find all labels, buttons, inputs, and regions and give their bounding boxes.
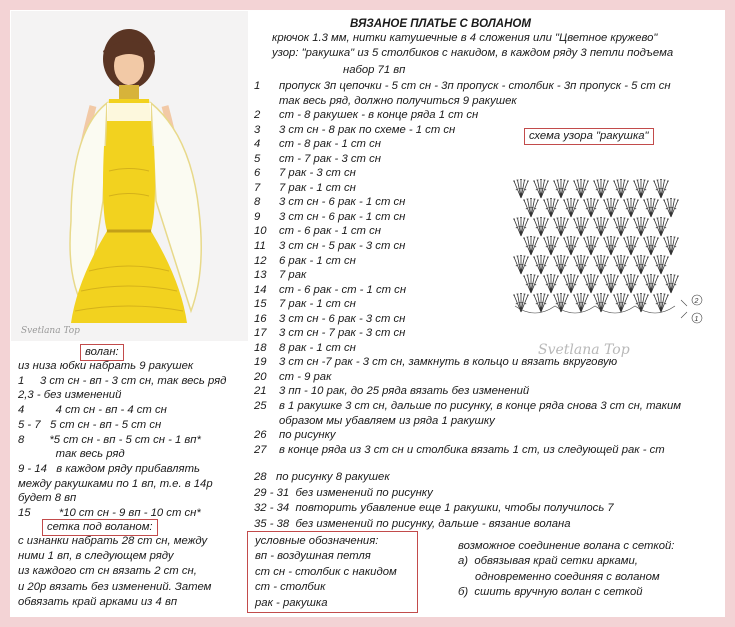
row-text: ст - 9 рак	[279, 370, 332, 383]
join-heading: возможное соединение волана с сеткой:	[458, 540, 675, 552]
setka-line: ними 1 вп, в следующем ряду	[18, 550, 174, 563]
shell-stitch-symbol	[633, 294, 649, 313]
volan-line: 15 *10 ст сн - 9 вп - 10 ст сн*	[18, 507, 201, 520]
volan-line: 4 4 ст сн - вп - 4 ст сн	[18, 404, 167, 417]
row-text: 6 рак - 1 ст сн	[279, 254, 356, 267]
row-number: 19	[254, 356, 267, 369]
row-line: 28 по рисунку 8 ракушек	[254, 471, 390, 483]
row-text: 3 ст сн - 5 рак - 3 ст сн	[279, 240, 406, 253]
shell-stitch-symbol	[613, 294, 629, 313]
row-text: 7 рак	[279, 269, 307, 282]
shell-stitch-symbol	[583, 199, 599, 218]
row-number	[254, 94, 276, 109]
row-number: 21	[254, 385, 267, 398]
row-number: 13	[254, 269, 267, 282]
join-options	[458, 539, 674, 600]
volan-line: 5 - 7 5 ст сн - вп - 5 ст сн	[18, 418, 162, 431]
shell-stitch-symbol	[603, 199, 619, 218]
setka-line: из каждого ст сн вязать 2 ст сн,	[18, 565, 197, 578]
shell-stitch-symbol	[663, 199, 679, 218]
setka-instructions	[18, 534, 211, 610]
row-number: 2	[254, 109, 261, 122]
join-item: одновременно соединяя с воланом	[475, 570, 660, 583]
scheme-label: схема узора "ракушка"	[524, 128, 654, 145]
row-text: 3 ст сн - 6 рак - 1 ст сн	[279, 196, 406, 209]
shell-stitch-symbol	[603, 237, 619, 256]
volan-line: 8 *5 ст сн - вп - 5 ст сн - 1 вп*	[18, 433, 201, 446]
shell-stitch-symbol	[553, 294, 569, 313]
row-text: 3 ст сн - 8 рак по схеме - 1 ст сн	[279, 123, 456, 136]
row-text: 3 ст сн - 6 рак - 3 ст сн	[279, 312, 406, 325]
volan-line: между ракушками по 1 вп, т.е. в 14р	[18, 477, 213, 490]
join-item: б) сшить вручную волан с сеткой	[458, 585, 643, 598]
row-text: 7 рак - 1 ст сн	[279, 298, 356, 311]
row-text: ст - 6 рак - ст - 1 ст сн	[279, 283, 407, 296]
row-number: 14	[254, 283, 267, 296]
shell-stitch-symbol	[523, 275, 539, 294]
shell-stitch-symbol	[623, 199, 639, 218]
row-number: 20	[254, 370, 267, 383]
shell-stitch-symbol	[593, 256, 609, 275]
shell-stitch-symbol	[513, 256, 529, 275]
volan-line: из низа юбки набрать 9 ракушек	[18, 360, 194, 372]
shell-stitch-symbol	[513, 294, 529, 313]
row-text: ст - 6 рак - 1 ст сн	[279, 225, 381, 238]
setka-line: и 20р вязать без изменений. Затем	[18, 580, 212, 593]
row-number: 6	[254, 167, 261, 180]
shell-stitch-symbol	[663, 237, 679, 256]
shell-stitch-symbol	[543, 237, 559, 256]
volan-heading: волан:	[80, 344, 124, 361]
row-line: 32 - 34 повторить убавление еще 1 ракушки, чтобы получилось 7	[254, 502, 614, 515]
row-text: ст - 8 ракушек - в конце ряда 1 ст сн	[279, 109, 479, 122]
shell-stitch-symbol	[563, 199, 579, 218]
legend-item: рак - ракушка	[255, 596, 328, 609]
row-text: ст - 7 рак - 3 ст сн	[279, 152, 381, 165]
shell-stitch-symbol	[653, 256, 669, 275]
shell-stitch-symbol	[593, 218, 609, 237]
setka-line: с изнанки набрать 28 ст сн, между	[18, 535, 208, 547]
row-instructions-lower	[254, 470, 614, 533]
shell-stitch-symbol	[523, 199, 539, 218]
legend-item: вп - воздушная петля	[255, 550, 371, 563]
shell-stitch-symbol	[533, 180, 549, 199]
legend-item: ст - столбик	[255, 581, 326, 594]
shell-stitch-symbol	[633, 180, 649, 199]
row-text: пропуск 3п цепочки - 5 ст сн - 3п пропуск - столбик - 3п пропуск - 5 ст сн	[279, 80, 671, 92]
row-number: 15	[254, 298, 267, 311]
shell-stitch-symbol	[553, 256, 569, 275]
shell-stitch-symbol	[623, 237, 639, 256]
shell-stitch-symbol	[573, 218, 589, 237]
volan-line: 1 3 ст сн - вп - 3 ст сн, так весь ряд	[18, 374, 227, 387]
shell-stitch-symbol	[643, 237, 659, 256]
shell-stitch-symbol	[553, 218, 569, 237]
row-number: 8	[254, 196, 261, 209]
shell-stitch-symbol	[633, 256, 649, 275]
shell-stitch-symbol	[533, 218, 549, 237]
row-number: 18	[254, 341, 267, 354]
row-number: 17	[254, 327, 267, 340]
row-number: 5	[254, 152, 261, 165]
shell-stitch-symbol	[613, 218, 629, 237]
doll-dress-photo	[11, 11, 248, 341]
row-number: 1	[254, 80, 261, 92]
row-number: 7	[254, 181, 261, 194]
shell-stitch-symbol	[643, 275, 659, 294]
shell-stitch-symbol	[573, 256, 589, 275]
intro-line-chain: набор 71 вп	[343, 64, 406, 76]
diagram-row-marker: 1	[694, 316, 699, 323]
intro-line-pattern: узор: "ракушка" из 5 столбиков с накидом, в каждом ряду 3 петли подъема	[272, 47, 674, 59]
row-text: ст - 8 рак - 1 ст сн	[279, 138, 381, 151]
row-line: 29 - 31 без изменений по рисунку	[254, 486, 433, 499]
shell-stitch-symbol	[563, 237, 579, 256]
row-text: в конце ряда из 3 ст сн и столбика вязать 1 ст, из следующей рак - ст	[279, 443, 665, 456]
shell-stitch-symbol	[613, 256, 629, 275]
shell-stitch-symbol	[613, 180, 629, 199]
row-number: 4	[254, 138, 261, 151]
shell-stitch-symbol	[583, 275, 599, 294]
shell-stitch-symbol	[603, 275, 619, 294]
row-text: 3 ст сн - 6 рак - 1 ст сн	[279, 210, 406, 223]
shell-stitch-symbol	[543, 275, 559, 294]
volan-line: так весь ряд	[18, 448, 125, 461]
shell-stitch-symbol	[533, 294, 549, 313]
volan-line: 9 - 14 в каждом ряду прибавлять	[18, 462, 200, 475]
legend-heading: условные обозначения:	[255, 535, 379, 547]
shell-stitch-symbol	[623, 275, 639, 294]
row-number: 26	[254, 429, 267, 442]
shell-stitch-symbol	[513, 218, 529, 237]
row-text: 7 рак - 3 ст сн	[279, 167, 356, 180]
row-text: в 1 ракушке 3 ст сн, дальше по рисунку, в конце ряда снова 3 ст сн, таким	[279, 400, 682, 413]
row-text: образом мы убавляем из ряда 1 ракушку	[279, 414, 495, 427]
shell-stitch-symbol	[553, 180, 569, 199]
diagram-row-marker: 2	[694, 298, 699, 305]
volan-line: 2,3 - без изменений	[18, 389, 122, 402]
join-item: а) обвязывая край сетки арками,	[458, 555, 638, 568]
legend-item: ст сн - столбик с накидом	[255, 565, 397, 578]
legend	[255, 534, 397, 611]
row-numbers	[254, 79, 276, 457]
row-number: 27	[254, 443, 267, 456]
row-text: так весь ряд, должно получиться 9 ракушек	[279, 94, 517, 107]
shell-stitch-symbol	[583, 237, 599, 256]
row-number	[254, 414, 276, 429]
row-text: по рисунку	[279, 429, 336, 442]
shell-stitch-symbol	[593, 180, 609, 199]
shell-stitch-symbol	[573, 294, 589, 313]
row-text: 3 пп - 10 рак, до 25 ряда вязать без изменений	[279, 385, 530, 398]
shell-stitch-diagram	[511, 158, 716, 324]
shell-stitch-symbol	[543, 199, 559, 218]
shell-stitch-symbol	[653, 294, 669, 313]
row-number: 11	[254, 240, 266, 253]
shell-stitch-symbol	[663, 275, 679, 294]
shell-stitch-symbol	[563, 275, 579, 294]
row-text: 3 ст сн - 7 рак - 3 ст сн	[279, 327, 406, 340]
diagram-watermark: Svetlana Top	[538, 342, 630, 358]
shell-stitch-symbol	[643, 199, 659, 218]
row-number: 25	[254, 400, 267, 413]
shell-stitch-symbol	[653, 218, 669, 237]
row-number: 3	[254, 123, 261, 136]
photo-watermark: Svetlana Top	[21, 326, 80, 336]
page-title: ВЯЗАНОЕ ПЛАТЬЕ С ВОЛАНОМ	[350, 18, 531, 30]
shell-stitch-symbol	[653, 180, 669, 199]
row-number: 12	[254, 254, 267, 267]
setka-heading: сетка под воланом:	[42, 519, 158, 536]
setka-line: обвязать край арками из 4 вп	[18, 595, 178, 608]
volan-line: будет 8 вп	[18, 492, 77, 505]
shell-stitch-symbol	[633, 218, 649, 237]
shell-stitch-symbol	[593, 294, 609, 313]
row-number: 10	[254, 225, 267, 238]
row-text: 7 рак - 1 ст сн	[279, 181, 356, 194]
row-text: 8 рак - 1 ст сн	[279, 341, 356, 354]
shell-stitch-symbol	[533, 256, 549, 275]
shell-stitch-symbol	[513, 180, 529, 199]
row-number: 9	[254, 210, 261, 223]
row-line: 35 - 38 без изменений по рисунку, дальше - вязание волана	[254, 518, 571, 531]
volan-instructions	[18, 359, 226, 521]
row-number: 16	[254, 312, 267, 325]
shell-stitch-symbol	[523, 237, 539, 256]
intro-line-hook: крючок 1.3 мм, нитки катушечные в 4 сложения или "Цветное кружево"	[272, 32, 658, 44]
shell-stitch-symbol	[573, 180, 589, 199]
row-text: 3 ст сн -7 рак - 3 ст сн, замкнуть в кольцо и вязать вкруговую	[279, 356, 618, 369]
